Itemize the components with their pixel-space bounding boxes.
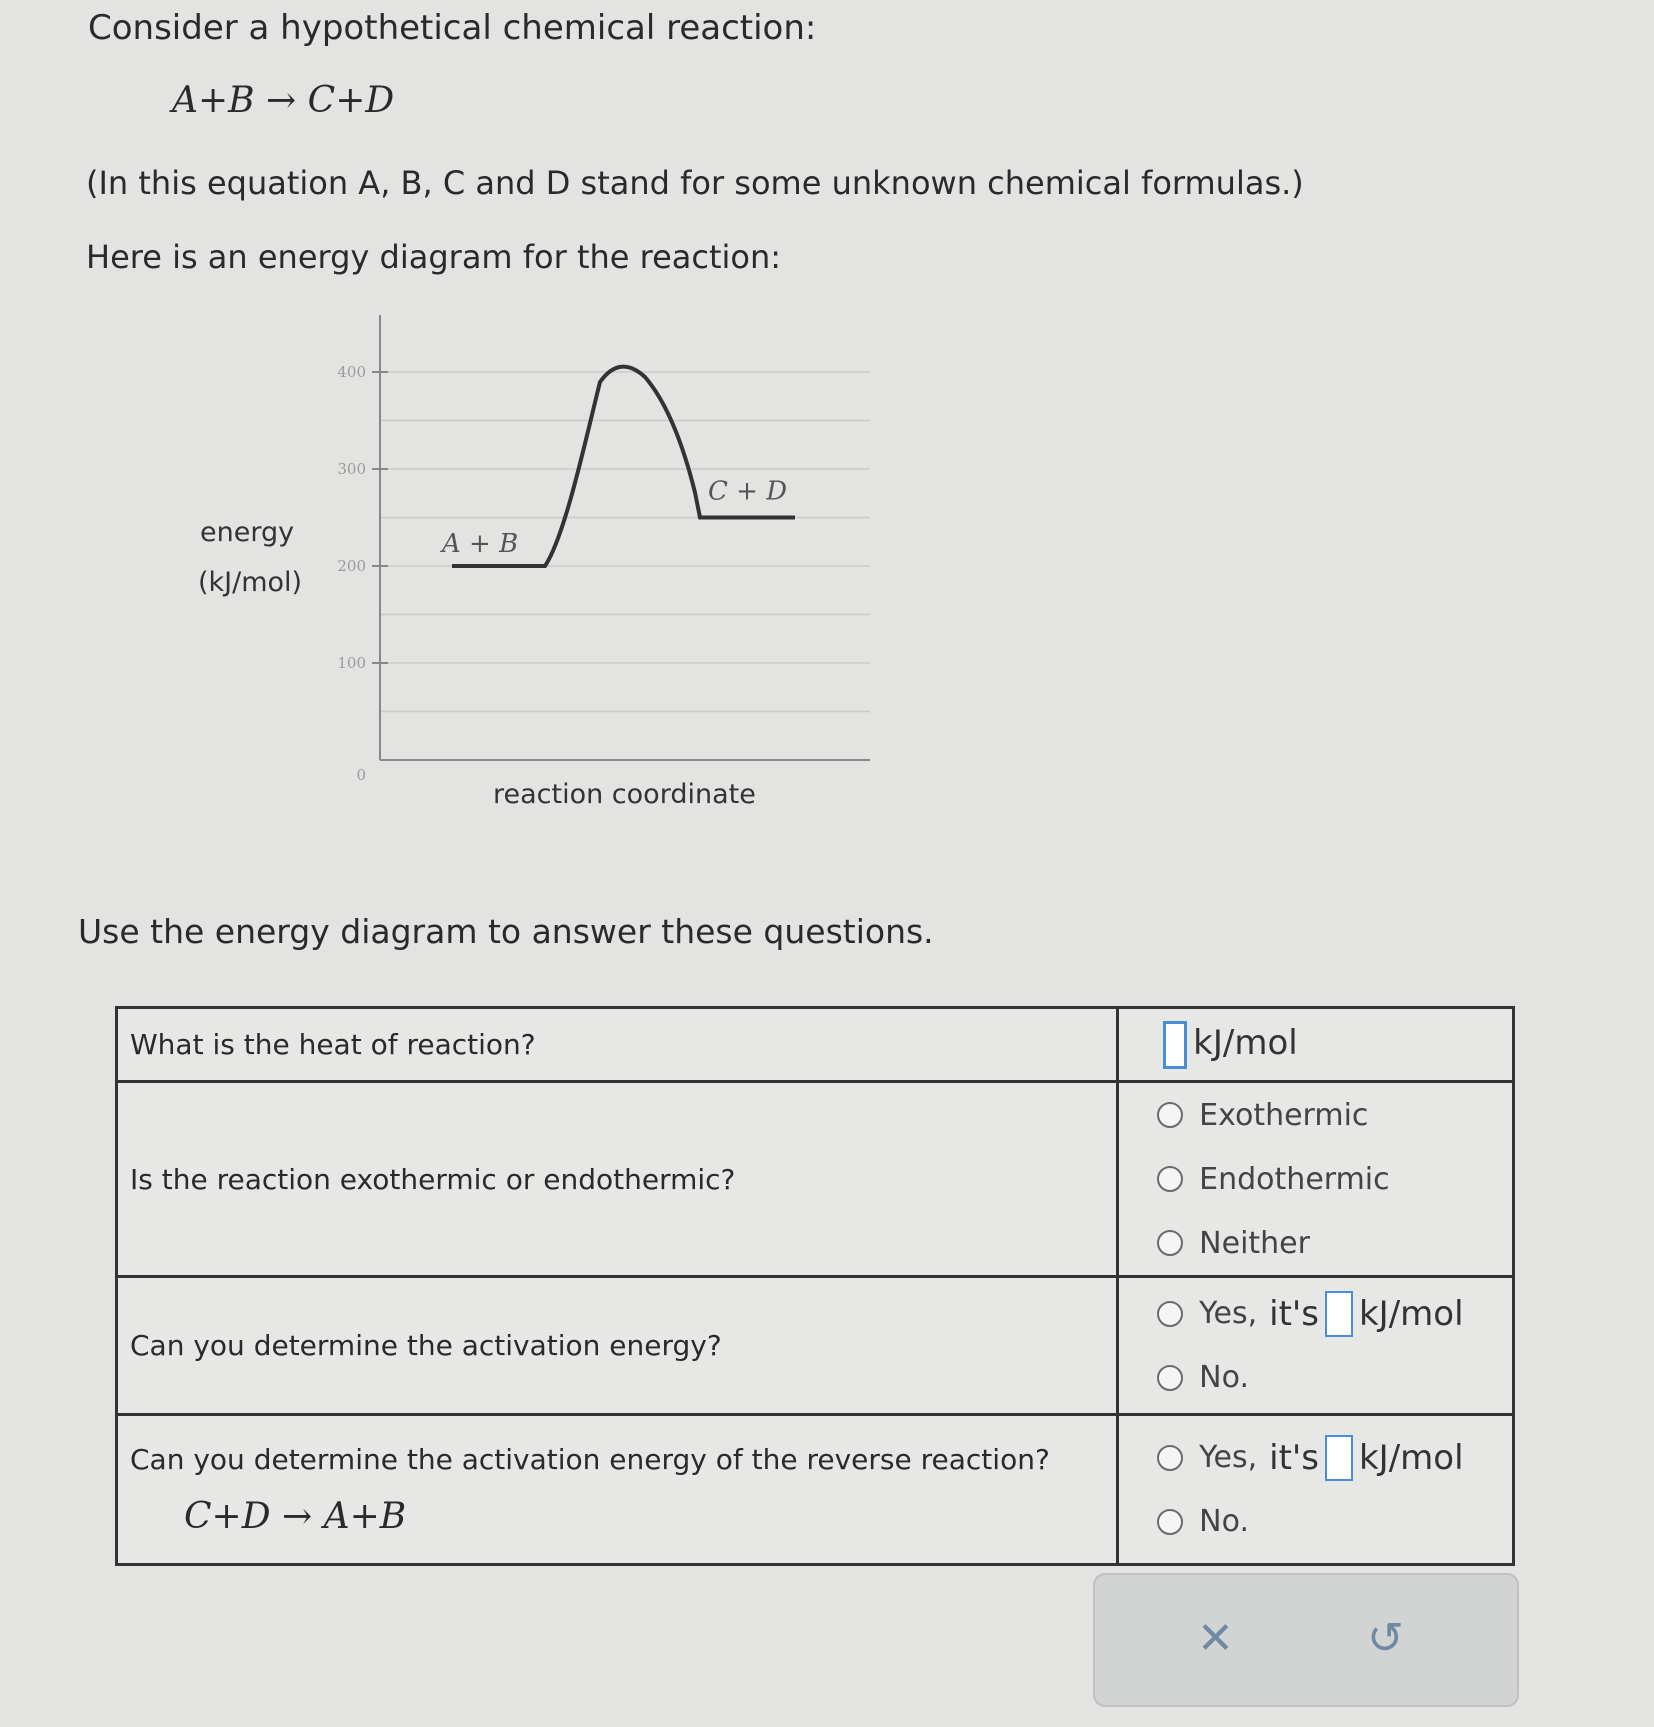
heat-unit: kJ/mol [1193,1022,1298,1063]
reactant-label: A + B [442,529,519,559]
question-activation: Can you determine the activation energy? [117,1277,1118,1415]
activation-energy-input[interactable] [1325,1291,1353,1337]
question-heat: What is the heat of reaction? [117,1008,1118,1082]
question-table [115,1006,1515,1566]
option-activation-no[interactable]: No. [1157,1346,1512,1410]
option-activation-yes[interactable]: Yes, it's kJ/mol [1157,1282,1512,1346]
question-row-exo-endo [117,1082,1514,1277]
question-row-reverse [117,1415,1514,1565]
y-axis-label-unit: (kJ/mol) [198,567,303,598]
reverse-no-radio[interactable] [1157,1509,1183,1535]
question-exo-endo: Is the reaction exothermic or endothermic? [117,1082,1118,1277]
exothermic-radio[interactable] [1157,1102,1183,1128]
activation-yes-radio[interactable] [1157,1301,1183,1327]
option-neither[interactable]: Neither [1157,1211,1512,1275]
action-panel [1093,1573,1519,1707]
question-reverse [117,1415,1118,1565]
clear-icon[interactable]: ✕ [1197,1613,1234,1664]
product-label: C + D [708,476,788,507]
intro-line: Consider a hypothetical chemical reaction: [88,8,817,48]
y-tick-label: 0 [356,766,366,784]
question-row-activation [117,1277,1514,1415]
y-tick-label: 100 [337,654,366,672]
y-tick-label: 200 [337,557,366,575]
option-exothermic[interactable]: Exothermic [1157,1083,1512,1147]
heat-of-reaction-input[interactable] [1163,1021,1187,1069]
x-axis-label: reaction coordinate [493,779,756,810]
equation-note: (In this equation A, B, C and D stand for some unknown chemical formulas.) [86,164,1304,202]
answer-heat [1118,1008,1514,1082]
diagram-intro: Here is an energy diagram for the reaction: [86,238,782,276]
instructions: Use the energy diagram to answer these questions. [78,912,934,951]
reaction-equation: A+B → C+D [172,80,395,121]
option-reverse-yes[interactable]: Yes, it's kJ/mol [1157,1426,1512,1490]
option-endothermic[interactable]: Endothermic [1157,1147,1512,1211]
reverse-yes-radio[interactable] [1157,1445,1183,1471]
activation-no-radio[interactable] [1157,1365,1183,1391]
answer-reverse [1118,1415,1514,1565]
answer-activation [1118,1277,1514,1415]
answer-exo-endo [1118,1082,1514,1277]
reverse-activation-energy-input[interactable] [1325,1435,1353,1481]
y-tick-label: 400 [337,363,366,381]
energy-diagram [180,300,880,820]
y-tick-label: 300 [337,460,366,478]
undo-icon[interactable]: ↺ [1367,1613,1404,1664]
option-reverse-no[interactable]: No. [1157,1490,1512,1554]
question-row-heat [117,1008,1514,1082]
question-reverse-text: Can you determine the activation energy of the reverse reaction? [130,1442,1050,1476]
y-axis-label-energy: energy [200,517,295,548]
endothermic-radio[interactable] [1157,1166,1183,1192]
neither-radio[interactable] [1157,1230,1183,1256]
reverse-equation: C+D → A+B [184,1495,407,1537]
